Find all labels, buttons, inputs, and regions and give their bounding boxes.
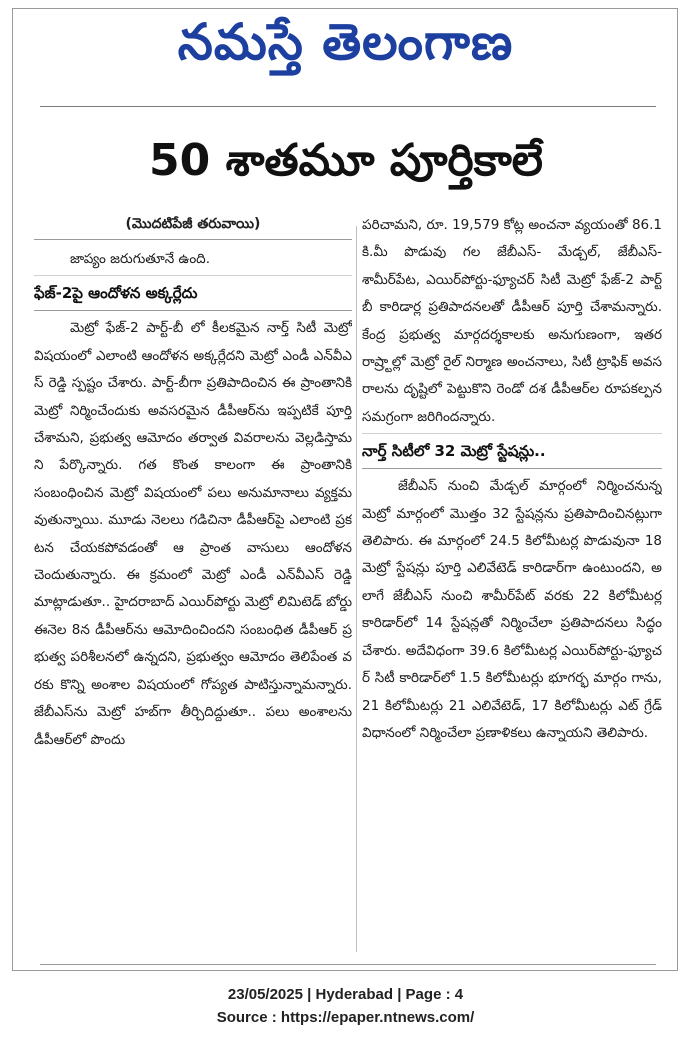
intro-paragraph: జాప్యం జరుగుతూనే ఉంది. (70, 251, 210, 267)
newspaper-masthead: నమస్తే తెలంగాణ (177, 12, 514, 71)
masthead-divider (40, 106, 656, 107)
article-column-left (34, 212, 352, 954)
article-column-right (362, 212, 662, 954)
article-headline: 50 శాతమూ పూర్తికాలే (149, 135, 543, 186)
subheading-phase2: ఫేజ్‌-2పై ఆందోళన అక్కర్లేదు (34, 275, 352, 311)
column-divider (356, 226, 357, 952)
body-paragraph-right-1: పరిచామని, రూ. 19,579 కోట్ల అంచనా వ్యయంతో 86.1కి.మీ పొడువు గల జేబీఎస్‌- మేడ్చల్‌, జేబీఎస్‌- శామీర్‌పేట, ఎయిర్‌పోర్టు-ఫ్యూచర్‌ సిటీ మెట్రో ఫేజ్‌-2 పార్ట్‌ బీ కారిడార్ల ప్రతిపాదనలతో డీపీఆర్‌ పూర్తి చేశామన్నారు. కేంద్ర ప్రభుత్వ మార్గదర్శకాలకు అనుగుణంగా, ఇతర రాష్ర్టాల్లో మెట్రో రైల్‌ నిర్మాణ అంచనాలు, సిటీ ట్రాఫిక్‌ అవసరాలను దృష్టిలో పెట్టుకొని రెండో దశ డీపీఆర్‌ల రూపకల్పన సమగ్రంగా జరిగిందన్నారు. (362, 217, 662, 425)
continued-label: (మొదటిపేజీ తరువాయి) (34, 212, 352, 240)
footer-date-line: 23/05/2025 | Hyderabad | Page : 4 (227, 986, 464, 1003)
body-paragraph-left: మెట్రో ఫేజ్‌-2 పార్ట్‌-బీ లో కీలకమైన నార్త్‌ సిటీ మెట్రో విషయంలో ఎలాంటి ఆందోళన అక్కర్లేదని మెట్రో ఎండీ ఎన్‌వీఎస్‌ రెడ్డి స్పష్టం చేశారు. పార్ట్‌-బీగా ప్రతిపాదించిన ఈ ప్రాంతానికి మెట్రో నిర్మించేందుకు అవసరమైన డీపీఆర్‌ను ఇప్పటికే పూర్తి చేశామని, ప్రభుత్వ ఆమోదం తర్వాత వివరాలను వెల్లడిస్తామని పేర్కొన్నారు. గత కొంత కాలంగా ఈ ప్రాంతానికి సంబంధించిన మెట్రో విషయంలో పలు అనుమానాలు వ్యక్తమవుతున్నాయి. మూడు నెలలు గడిచినా డీపీఆర్‌పై ఎలాంటి ప్రకటన చేయకపోవడంతో ఆ ప్రాంత వాసులు ఆందోళన చెందుతున్నారు. ఈ క్రమంలో మెట్రో ఎండీ ఎన్‌వీఎస్‌ రెడ్డి మాట్లాడుతూ.. హైదరాబాద్‌ ఎయిర్‌పోర్టు మెట్రో లిమిటెడ్‌ బోర్డు ఈనెల 8న డీపీఆర్‌ను ఆమోదించిందని సంబంధిత డీపీఆర్‌ ప్రభుత్వ పరిశీలనలో ఉన్నదని, ప్రభుత్వం ఆమోదం తెలిపేంత వరకు కొన్ని అంశాల విషయంలో గోప్యత పాటిస్తున్నామన్నారు. జేబీఎస్‌ను మెట్రో హబ్‌గా తీర్చిదిద్దుతూ.. పలు అంశాలను డీపీఆర్‌లో పొందు (34, 320, 352, 748)
footer-divider (40, 964, 656, 965)
body-paragraph-right-2: జేబీఎస్‌ నుంచి మేడ్చల్‌ మార్గంలో నిర్మించనున్న మెట్రో మార్గంలో మొత్తం 32 స్టేషన్లను ప్రతిపాదించినట్లుగా తెలిపారు. ఈ మార్గంలో 24.5 కిలోమీటర్ల పొడువునా 18 మెట్రో స్టేషన్లు పూర్తి ఎలివేటెడ్‌ కారిడార్‌గా ఉంటుందని, అలాగే జేబీఎస్‌ నుంచి శామీర్‌పేట్‌ వరకు 22 కిలోమీటర్ల కారిడార్‌లో 14 స్టేషన్లతో నిర్మించేలా ప్రతిపాదనలు సిద్ధం చేశారు. అదేవిధంగా 39.6 కిలోమీటర్ల ఎయిర్‌పోర్టు-ఫ్యూచర్‌ సిటీ కారిడార్‌లో 1.5 కిలోమీటర్లు భూగర్భ మార్గం గాను, 21 కిలోమీటర్లు 21 ఎలివేటెడ్‌, 17 కిలోమీటర్లు ఎట్‌ గ్రేడ్‌ విధానంలో నిర్మించేలా ప్రణాళికలు ఉన్నాయని తెలిపారు. (362, 478, 662, 741)
subheading-north-city: నార్త్‌ సిటీలో 32 మెట్రో స్టేషన్లు.. (362, 433, 662, 469)
footer-source-line: Source : https://epaper.ntnews.com/ (216, 1009, 475, 1026)
